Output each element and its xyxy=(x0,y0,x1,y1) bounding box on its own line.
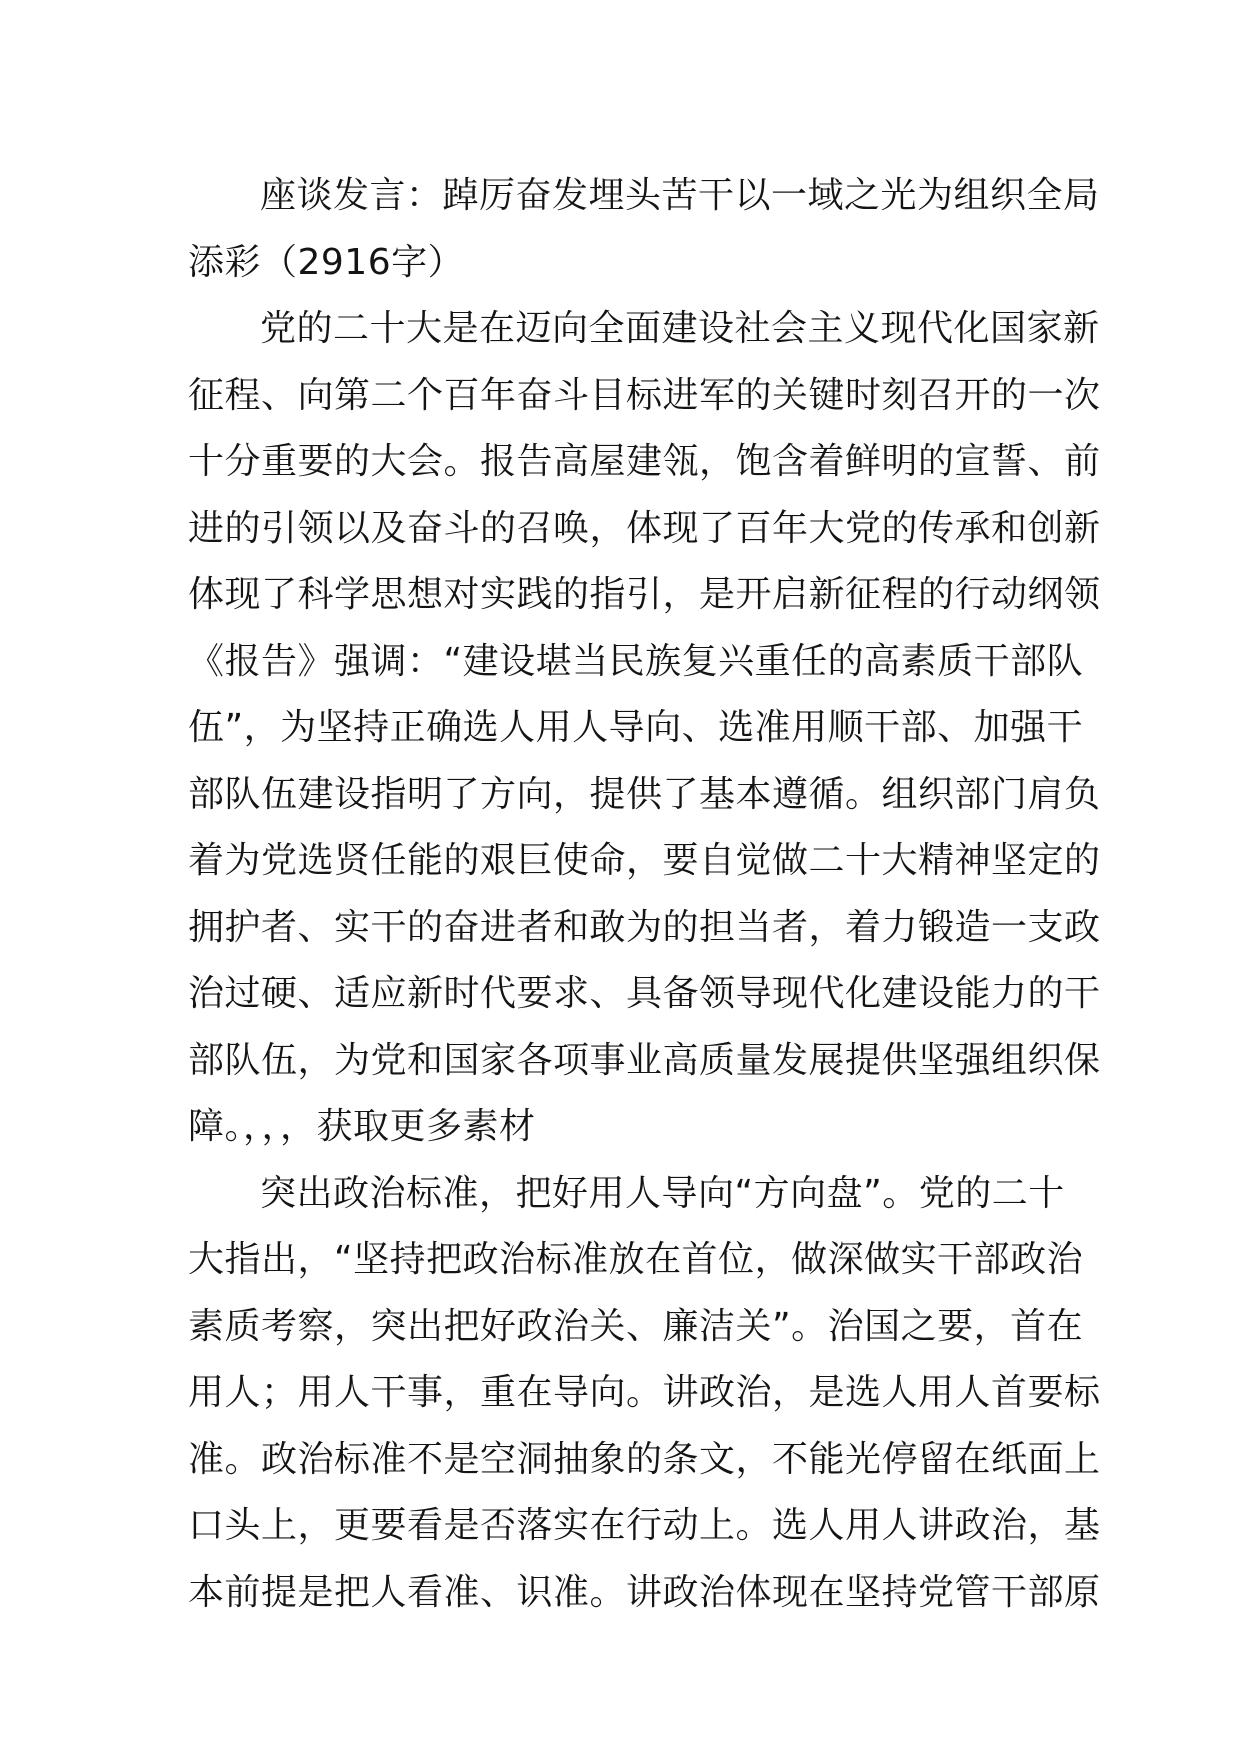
text-line: 大指出，“坚持把政治标准放在首位，做深做实干部政治 xyxy=(188,1239,1084,1280)
text-line: 《报告》强调：“建设堪当民族复兴重任的高素质干部队 xyxy=(188,640,1084,682)
document-body xyxy=(188,163,1101,1626)
text-line: 拥护者、实干的奋进者和敢为的担当者，着力锻造一支政 xyxy=(188,906,1101,948)
text-line: 突出政治标准，把好用人导向“方向盘”。党的二十 xyxy=(260,1172,1065,1214)
text-line: 伍”，为坚持正确选人用人导向、选准用顺干部、加强干 xyxy=(188,707,1084,748)
text-line: 进的引领以及奋斗的召唤，体现了百年大党的传承和创新 xyxy=(188,507,1101,549)
text-line: 用人；用人干事，重在导向。讲政治，是选人用人首要标 xyxy=(188,1372,1101,1413)
text-line: 座谈发言：踔厉奋发埋头苦干以一域之光为组织全局 xyxy=(260,175,1100,216)
body-paragraph-2 xyxy=(188,1161,1101,1627)
text-line: 征程、向第二个百年奋斗目标进军的关键时刻召开的一次 xyxy=(188,374,1101,416)
body-paragraph-1 xyxy=(188,296,1101,1161)
text-line: 素质考察，突出把好政治关、廉洁关”。治国之要，首在 xyxy=(188,1305,1084,1347)
text-line: 体现了科学思想对实践的指引，是开启新征程的行动纲领 xyxy=(188,574,1101,615)
text-line: 添彩（2916字） xyxy=(188,241,465,283)
text-line: 障。，，，获取更多素材 xyxy=(188,1106,536,1147)
title-paragraph xyxy=(188,163,1100,296)
text-line: 着为党选贤任能的艰巨使命，要自觉做二十大精神坚定的 xyxy=(188,840,1101,881)
text-line: 部队伍，为党和国家各项事业高质量发展提供坚强组织保 xyxy=(188,1039,1101,1081)
text-line: 准。政治标准不是空洞抽象的条文，不能光停留在纸面上 xyxy=(188,1438,1101,1480)
text-line: 党的二十大是在迈向全面建设社会主义现代化国家新 xyxy=(260,308,1100,349)
text-line: 十分重要的大会。报告高屋建瓴，饱含着鲜明的宣誓、前 xyxy=(188,441,1101,482)
text-line: 治过硬、适应新时代要求、具备领导现代化建设能力的干 xyxy=(188,973,1101,1014)
text-line: 部队伍建设指明了方向，提供了基本遵循。组织部门肩负 xyxy=(188,773,1101,815)
text-line: 口头上，更要看是否落实在行动上。选人用人讲政治，基 xyxy=(188,1505,1101,1546)
text-line: 本前提是把人看准、识准。讲政治体现在坚持党管干部原 xyxy=(188,1571,1101,1613)
